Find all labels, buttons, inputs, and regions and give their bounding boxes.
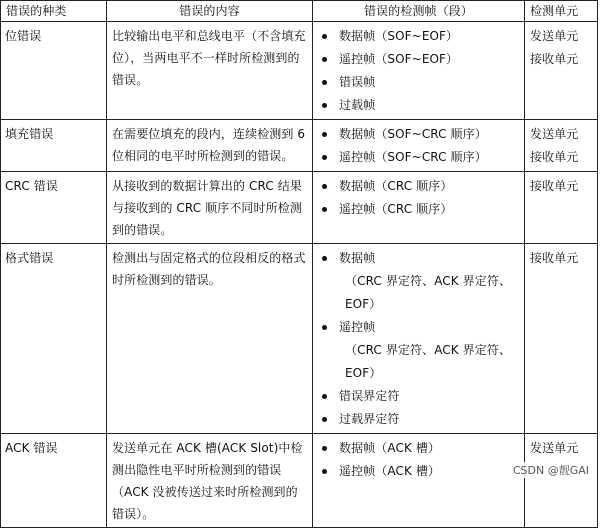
frame-list-item bbox=[318, 48, 519, 71]
error-type-cell: ACK 错误 bbox=[1, 434, 107, 528]
frame-name: 遥控帧（ACK 槽） bbox=[339, 464, 441, 478]
error-content-cell: 从接收到的数据计算出的 CRC 结果与接收到的 CRC 顺序不同时所检测到的错误。 bbox=[107, 172, 313, 244]
detection-unit-cell bbox=[525, 434, 598, 528]
frame-name: 过载帧 bbox=[339, 98, 376, 112]
table-row bbox=[1, 172, 598, 244]
detection-frame-cell bbox=[313, 172, 525, 244]
table-row bbox=[1, 434, 598, 528]
frame-name: 数据帧 bbox=[339, 251, 376, 265]
frame-name: 数据帧（SOF~CRC 顺序） bbox=[339, 127, 487, 141]
table-row bbox=[1, 120, 598, 172]
detection-unit-label: 发送单元 bbox=[530, 441, 579, 455]
frame-list-item bbox=[318, 175, 519, 198]
frame-list-item bbox=[318, 316, 519, 385]
bullet-icon bbox=[322, 184, 327, 189]
bullet-icon bbox=[322, 132, 327, 137]
bullet-icon bbox=[322, 446, 327, 451]
detection-unit-label: 接收单元 bbox=[530, 150, 579, 164]
error-type-cell: 位错误 bbox=[1, 22, 107, 120]
error-type-cell: CRC 错误 bbox=[1, 172, 107, 244]
frame-list-item bbox=[318, 385, 519, 408]
detection-frame-cell bbox=[313, 22, 525, 120]
frame-list bbox=[318, 247, 519, 431]
frame-list-item bbox=[318, 25, 519, 48]
bullet-icon bbox=[322, 469, 327, 474]
error-content-cell: 比较输出电平和总线电平（不含填充位），当两电平不一样时所检测到的错误。 bbox=[107, 22, 313, 120]
bullet-icon bbox=[322, 34, 327, 39]
detection-unit-label: 发送单元 bbox=[530, 29, 579, 43]
frame-list-item bbox=[318, 460, 519, 483]
bullet-icon bbox=[322, 103, 327, 108]
frame-name: 遥控帧 bbox=[339, 320, 376, 334]
table-body bbox=[1, 22, 598, 528]
frame-name: 数据帧（ACK 槽） bbox=[339, 441, 441, 455]
frame-list-item bbox=[318, 247, 519, 316]
frame-name: 数据帧（CRC 顺序） bbox=[339, 179, 453, 193]
frame-detail: （CRC 界定符、ACK 界定符、EOF） bbox=[345, 274, 512, 311]
frame-name: 过载界定符 bbox=[339, 412, 400, 426]
bullet-icon bbox=[322, 155, 327, 160]
error-content-cell: 检测出与固定格式的位段相反的格式时所检测到的错误。 bbox=[107, 244, 313, 434]
table-row bbox=[1, 244, 598, 434]
detection-unit-label: 发送单元 bbox=[530, 127, 579, 141]
frame-list-item bbox=[318, 71, 519, 94]
bullet-icon bbox=[322, 256, 327, 261]
header-detection-unit: 检测单元 bbox=[525, 1, 598, 22]
detection-unit-cell bbox=[525, 120, 598, 172]
frame-list-item bbox=[318, 123, 519, 146]
header-error-content: 错误的内容 bbox=[107, 1, 313, 22]
error-type-cell: 格式错误 bbox=[1, 244, 107, 434]
bullet-icon bbox=[322, 394, 327, 399]
detection-unit-cell bbox=[525, 22, 598, 120]
frame-list bbox=[318, 123, 519, 169]
detection-frame-cell bbox=[313, 434, 525, 528]
bullet-icon bbox=[322, 80, 327, 85]
bullet-icon bbox=[322, 325, 327, 330]
error-type-cell: 填充错误 bbox=[1, 120, 107, 172]
frame-name: 错误界定符 bbox=[339, 389, 400, 403]
frame-detail: （CRC 界定符、ACK 界定符、EOF） bbox=[345, 343, 512, 380]
frame-list-item bbox=[318, 437, 519, 460]
bullet-icon bbox=[322, 207, 327, 212]
frame-list-item bbox=[318, 146, 519, 169]
detection-unit-label: 接收单元 bbox=[530, 251, 579, 265]
detection-unit-cell bbox=[525, 244, 598, 434]
frame-list bbox=[318, 437, 519, 483]
header-error-type: 错误的种类 bbox=[1, 1, 107, 22]
bullet-icon bbox=[322, 417, 327, 422]
csdn-watermark: CSDN @靓GAI bbox=[512, 464, 589, 477]
detection-unit-label: 接收单元 bbox=[530, 179, 579, 193]
error-content-cell: 在需要位填充的段内，连续检测到 6 位相同的电平时所检测到的错误。 bbox=[107, 120, 313, 172]
frame-name: 遥控帧（SOF~EOF） bbox=[339, 52, 459, 66]
detection-unit-label: 接收单元 bbox=[530, 52, 579, 66]
frame-list bbox=[318, 175, 519, 221]
header-detection-frame: 错误的检测帧（段） bbox=[313, 1, 525, 22]
frame-name: 遥控帧（SOF~CRC 顺序） bbox=[339, 150, 487, 164]
frame-name: 错误帧 bbox=[339, 75, 376, 89]
table-header-row bbox=[1, 1, 598, 22]
table-row bbox=[1, 22, 598, 120]
frame-name: 遥控帧（CRC 顺序） bbox=[339, 202, 453, 216]
detection-unit-cell bbox=[525, 172, 598, 244]
error-content-cell: 发送单元在 ACK 槽(ACK Slot)中检测出隐性电平时所检测到的错误（ACK 没被传送过来时所检测到的错误）。 bbox=[107, 434, 313, 528]
frame-list-item bbox=[318, 408, 519, 431]
frame-list-item bbox=[318, 94, 519, 117]
detection-frame-cell bbox=[313, 244, 525, 434]
frame-list-item bbox=[318, 198, 519, 221]
bullet-icon bbox=[322, 57, 327, 62]
detection-frame-cell bbox=[313, 120, 525, 172]
frame-list bbox=[318, 25, 519, 117]
frame-name: 数据帧（SOF~EOF） bbox=[339, 29, 459, 43]
